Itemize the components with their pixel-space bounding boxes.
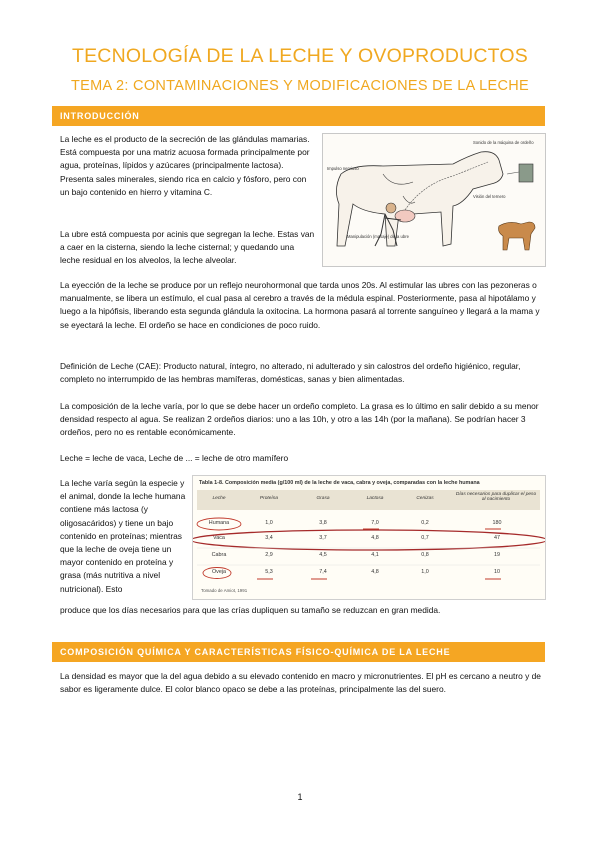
table-row: Cabra 2,9 4,5 4,1 0,8 19 xyxy=(211,552,500,558)
milking-reflex-figure xyxy=(322,133,546,267)
paragraph-8: produce que los días necesarios para que las crías dupliquen su tamaño se reduzcan en gran medida. xyxy=(60,605,441,615)
paragraph-9: La densidad es mayor que la del agua debido a su elevado contenido en macro y micronutrientes. El pH es cercano a neutro y de sabor es ligeramente dulce. El color blanco opaco se debe a las proteínas, principalmente las del suero. xyxy=(60,671,541,695)
table-row: Oveja 5,3 7,4 4,8 1,0 10 xyxy=(211,569,500,575)
label-vision: Visión del ternero xyxy=(473,194,506,199)
cow-illustration xyxy=(323,134,545,266)
table-header: Cenizas xyxy=(416,496,434,501)
composition-table xyxy=(192,475,546,600)
table-title: Tabla 1-8. Composición media (g/100 ml) de la leche de vaca, cabra y oveja, comparadas con la leche humana xyxy=(199,480,480,486)
table-header: Lactosa xyxy=(366,496,384,501)
label-manipulacion: Manipulación (masaje) de la ubre xyxy=(347,234,409,239)
paragraph-5: La composición de la leche varía, por lo que se debe hacer un ordeño completo. La grasa es lo último en salir debido a su menor densidad respecto al agua. Se realizan 2 ordeños diarios: uno a las 10h, y otro a las 14h (por la mañana). Se podrían hacer 3 ordeños, pero no es rentable económicamente. xyxy=(60,401,539,438)
page-number: 1 xyxy=(297,792,303,802)
paragraph-3: La eyección de la leche se produce por un reflejo neurohormonal que tarda unos 20s. Al estimular las ubres con las pezoneras o manualmente, se libera un estímulo, el cual pasa al cerebro a través de la médula espinal. Posteriormente, pasa al hipotálamo y luego a la hipófisis, liberando esta segunda glándula la oxitocina. La hormona pasará al torrente sanguíneo y llegará a la mama y se eyectará la leche. El ordeño se hace en condiciones de poco ruido. xyxy=(60,280,540,330)
table-header: Proteína xyxy=(259,496,279,501)
section-header-introduccion: INTRODUCCIÓN xyxy=(52,106,545,126)
highlight-annotations xyxy=(193,476,545,599)
paragraph-4: Definición de Leche (CAE): Producto natural, íntegro, no alterado, ni adulterado y sin calostros del ordeño higiénico, regular, completo no interrumpido de las hembras mamíferas, domésticas, sanas y bien alimentadas. xyxy=(60,361,521,385)
paragraph-1: La leche es el producto de la secreción de las glándulas mamarias. Está compuesta por una matriz acuosa formada principalmente por agua, proteínas, lípidos y azúcares (principalmente lactosa). Presenta sales minerales, siendo rica en calcio y fósforo, pero con un bajo contenido en hierro y vitamina C. xyxy=(60,134,310,197)
paragraph-2: La ubre está compuesta por acinis que segregan la leche. Estas van a caer en la cisterna, siendo la leche cisternal; y quedando una leche residual en los alveolos, la leche alveolar. xyxy=(60,229,315,266)
paragraph-7: La leche varía según la especie y el animal, donde la leche humana contiene más lactosa (y oligosacáridos) y tiene un bajo contenido en proteínas; mientras que la leche de oveja tiene un mayor contenido en proteína y grasa (más nutritiva a nivel nutricional). Esto xyxy=(60,478,186,594)
paragraph-6: Leche = leche de vaca, Leche de ... = leche de otro mamífero xyxy=(60,453,289,463)
table-source: Tomado de Amiot, 1991 xyxy=(201,588,248,593)
section-header-composicion: COMPOSICIÓN QUÍMICA Y CARACTERÍSTICAS FÍSICO-QUÍMICA DE LA LECHE xyxy=(52,642,545,662)
table-header: Leche xyxy=(212,496,226,501)
document-subtitle: TEMA 2: CONTAMINACIONES Y MODIFICACIONES DE LA LECHE xyxy=(71,78,529,94)
table-row: Vaca 3,4 3,7 4,8 0,7 47 xyxy=(213,535,500,541)
table-row: Humana 1,0 3,8 7,0 0,2 180 xyxy=(208,520,502,526)
label-impulso: Impulso nervioso xyxy=(327,166,359,171)
label-sonido: Sonido de la máquina de ordeño xyxy=(473,140,534,145)
document-title: TECNOLOGÍA DE LA LECHE Y OVOPRODUCTOS xyxy=(71,45,529,67)
table-header: Días necesarios para duplicar el peso al nacimiento xyxy=(455,492,537,502)
table-header: Grasa xyxy=(316,496,330,501)
